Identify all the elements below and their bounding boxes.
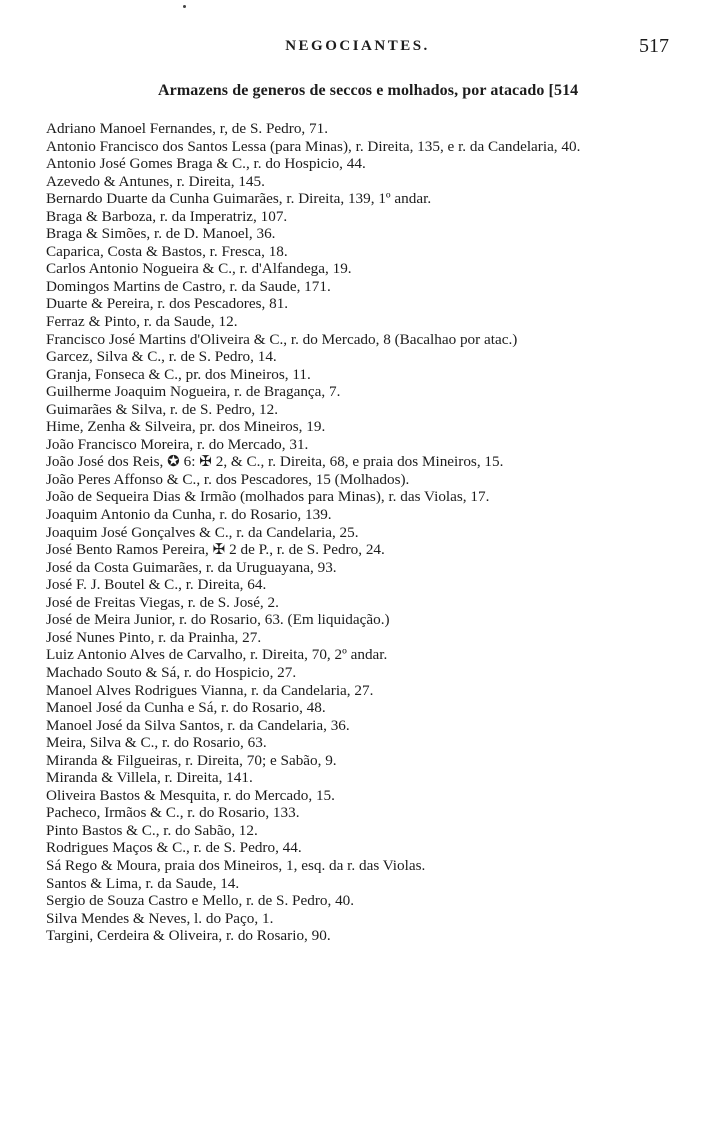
list-item: Sergio de Souza Castro e Mello, r. de S. Pedro, 40. xyxy=(46,892,355,910)
list-item: José de Meira Junior, r. do Rosario, 63. (Em liquidação.) xyxy=(46,611,390,629)
list-item: João de Sequeira Dias & Irmão (molhados para Minas), r. das Violas, 17. xyxy=(46,488,490,506)
list-item: José Bento Ramos Pereira, ✠ 2 de P., r. de S. Pedro, 24. xyxy=(46,541,385,559)
list-item: Joaquim José Gonçalves & C., r. da Candelaria, 25. xyxy=(46,523,359,541)
list-item: João Peres Affonso & C., r. dos Pescadores, 15 (Molhados). xyxy=(46,470,410,488)
page-header xyxy=(0,35,715,62)
list-item: Hime, Zenha & Silveira, pr. dos Mineiros, 19. xyxy=(46,418,326,436)
list-item: Azevedo & Antunes, r. Direita, 145. xyxy=(46,172,265,190)
list-item: José da Costa Guimarães, r. da Uruguayana, 93. xyxy=(46,558,337,576)
list-item: Manoel José da Cunha e Sá, r. do Rosario, 48. xyxy=(46,699,326,717)
list-item: Antonio Francisco dos Santos Lessa (para Minas), r. Direita, 135, e r. da Candelaria, 40. xyxy=(46,137,581,155)
list-item: Santos & Lima, r. da Saude, 14. xyxy=(46,874,240,892)
list-item: Pinto Bastos & C., r. do Sabão, 12. xyxy=(46,821,258,839)
list-item: Joaquim Antonio da Cunha, r. do Rosario, 139. xyxy=(46,506,332,524)
list-item: Francisco José Martins d'Oliveira & C., r. do Mercado, 8 (Bacalhao por atac.) xyxy=(46,330,518,348)
list-item: Domingos Martins de Castro, r. da Saude, 171. xyxy=(46,277,331,295)
list-item: Manoel Alves Rodrigues Vianna, r. da Candelaria, 27. xyxy=(46,681,374,699)
list-item: Antonio José Gomes Braga & C., r. do Hospicio, 44. xyxy=(46,155,366,173)
list-item: Miranda & Filgueiras, r. Direita, 70; e Sabão, 9. xyxy=(46,751,337,769)
list-item: Adriano Manoel Fernandes, r, de S. Pedro, 71. xyxy=(46,120,328,137)
list-item: Manoel José da Silva Santos, r. da Candelaria, 36. xyxy=(46,716,350,734)
list-item: Oliveira Bastos & Mesquita, r. do Mercado, 15. xyxy=(46,786,335,804)
merchant-list xyxy=(46,120,676,945)
running-title: NEGOCIANTES. xyxy=(285,38,430,54)
list-item: Bernardo Duarte da Cunha Guimarães, r. Direita, 139, 1º andar. xyxy=(46,190,432,208)
list-item: José F. J. Boutel & C., r. Direita, 64. xyxy=(46,576,267,594)
list-item: José Nunes Pinto, r. da Prainha, 27. xyxy=(46,628,262,646)
list-item: Carlos Antonio Nogueira & C., r. d'Alfandega, 19. xyxy=(46,260,352,278)
list-item: Guimarães & Silva, r. de S. Pedro, 12. xyxy=(46,400,279,418)
list-item: Sá Rego & Moura, praia dos Mineiros, 1, esq. da r. das Violas. xyxy=(46,856,426,874)
list-item: Granja, Fonseca & C., pr. dos Mineiros, 11. xyxy=(46,365,311,383)
list-item: Guilherme Joaquim Nogueira, r. de Bragança, 7. xyxy=(46,383,341,401)
list-item: Duarte & Pereira, r. dos Pescadores, 81. xyxy=(46,295,289,313)
list-item: Meira, Silva & C., r. do Rosario, 63. xyxy=(46,734,267,752)
list-item: Caparica, Costa & Bastos, r. Fresca, 18. xyxy=(46,242,288,260)
list-item: Ferraz & Pinto, r. da Saude, 12. xyxy=(46,313,238,331)
ink-speck xyxy=(183,5,186,8)
list-item: João Francisco Moreira, r. do Mercado, 31. xyxy=(46,435,309,453)
list-item: Pacheco, Irmãos & C., r. do Rosario, 133. xyxy=(46,804,300,822)
list-item: Targini, Cerdeira & Oliveira, r. do Rosario, 90. xyxy=(46,927,331,945)
list-item: Silva Mendes & Neves, l. do Paço, 1. xyxy=(46,909,274,927)
list-item: Braga & Barboza, r. da Imperatriz, 107. xyxy=(46,207,288,225)
list-item: Luiz Antonio Alves de Carvalho, r. Direita, 70, 2º andar. xyxy=(46,646,388,664)
list-item: Braga & Simões, r. de D. Manoel, 36. xyxy=(46,225,276,243)
list-item: Garcez, Silva & C., r. de S. Pedro, 14. xyxy=(46,348,277,366)
section-heading: Armazens de generos de seccos e molhados, por atacado [514 xyxy=(158,82,579,99)
list-item: Machado Souto & Sá, r. do Hospicio, 27. xyxy=(46,663,297,681)
list-item: João José dos Reis, ✪ 6: ✠ 2, & C., r. Direita, 68, e praia dos Mineiros, 15. xyxy=(46,453,504,471)
page-number: 517 xyxy=(639,35,669,57)
list-item: Miranda & Villela, r. Direita, 141. xyxy=(46,769,253,787)
list-item: José de Freitas Viegas, r. de S. José, 2. xyxy=(46,593,279,611)
list-item: Rodrigues Maços & C., r. de S. Pedro, 44. xyxy=(46,839,302,857)
